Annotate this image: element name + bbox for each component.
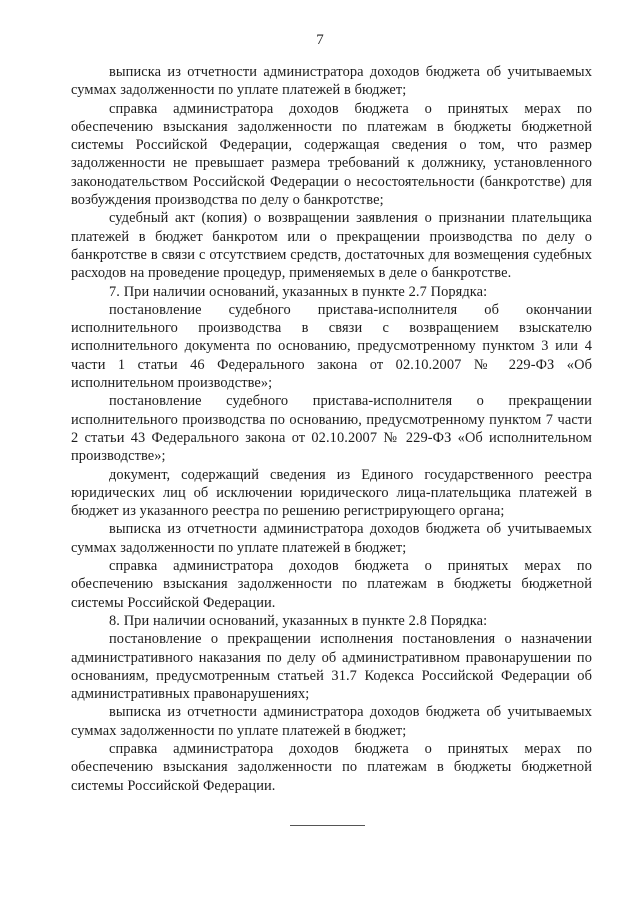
- paragraph: справка администратора доходов бюджета о принятых мерах по обеспечению взыскания задолженности по платежам в бюджеты бюджетной системы Российской Федерации, содержащая сведения о том, что размер задолженности не превышает размера требований к должнику, установленного законодательством Российской Федерации о несостоятельности (банкротстве) для возбуждения производства по делу о банкротстве;: [71, 100, 592, 209]
- paragraph: документ, содержащий сведения из Единого государственного реестра юридических лиц об исключении юридического лица-плательщика платежей в бюджет из указанного реестра по решению регистрирующего органа;: [71, 466, 592, 520]
- paragraph: выписка из отчетности администратора доходов бюджета об учитываемых суммах задолженности по уплате платежей в бюджет;: [71, 521, 592, 556]
- paragraph: постановление судебного пристава-исполнителя об окончании исполнительного производства в связи с возвращением взыскателю исполнительного документа по основанию, предусмотренному пунктом 3 или 4 части 1 статьи 46 Федерального закона от 02.10.2007 № 229-ФЗ «Об исполнительном производстве»;: [71, 301, 592, 392]
- paragraph: выписка из отчетности администратора доходов бюджета об учитываемых суммах задолженности по уплате платежей в бюджет;: [71, 704, 592, 739]
- section-heading: 8. При наличии оснований, указанных в пункте 2.8 Порядка:: [109, 612, 488, 629]
- paragraph: судебный акт (копия) о возвращении заявления о признании плательщика платежей в бюджет банкротом или о прекращении производства по делу о банкротстве в связи с отсутствием средств, достаточных для возмещения судебных расходов на проведение процедур, применяемых в деле о банкротстве.: [71, 210, 592, 282]
- end-separator-line: [290, 825, 365, 826]
- paragraph: выписка из отчетности администратора доходов бюджета об учитываемых суммах задолженности по уплате платежей в бюджет;: [71, 64, 592, 99]
- paragraph: справка администратора доходов бюджета о принятых мерах по обеспечению взыскания задолженности по платежам в бюджеты бюджетной системы Российской Федерации.: [71, 558, 592, 611]
- paragraph: справка администратора доходов бюджета о принятых мерах по обеспечению взыскания задолженности по платежам в бюджеты бюджетной системы Российской Федерации.: [71, 740, 592, 794]
- page-number: 7: [316, 32, 324, 48]
- paragraph: постановление о прекращении исполнения постановления о назначении административного наказания по делу об административном правонарушении по основаниям, предусмотренным статьей 31.7 Кодекса Российской Федерации об административных правонарушениях;: [71, 631, 592, 703]
- section-heading: 7. При наличии оснований, указанных в пункте 2.7 Порядка:: [109, 283, 488, 300]
- document-body: [71, 63, 592, 795]
- paragraph: постановление судебного пристава-исполнителя о прекращении исполнительного производства по основанию, предусмотренному пунктом 7 части 2 статьи 43 Федерального закона от 02.10.2007 № 229-ФЗ «Об исполнительном производстве»;: [71, 393, 592, 465]
